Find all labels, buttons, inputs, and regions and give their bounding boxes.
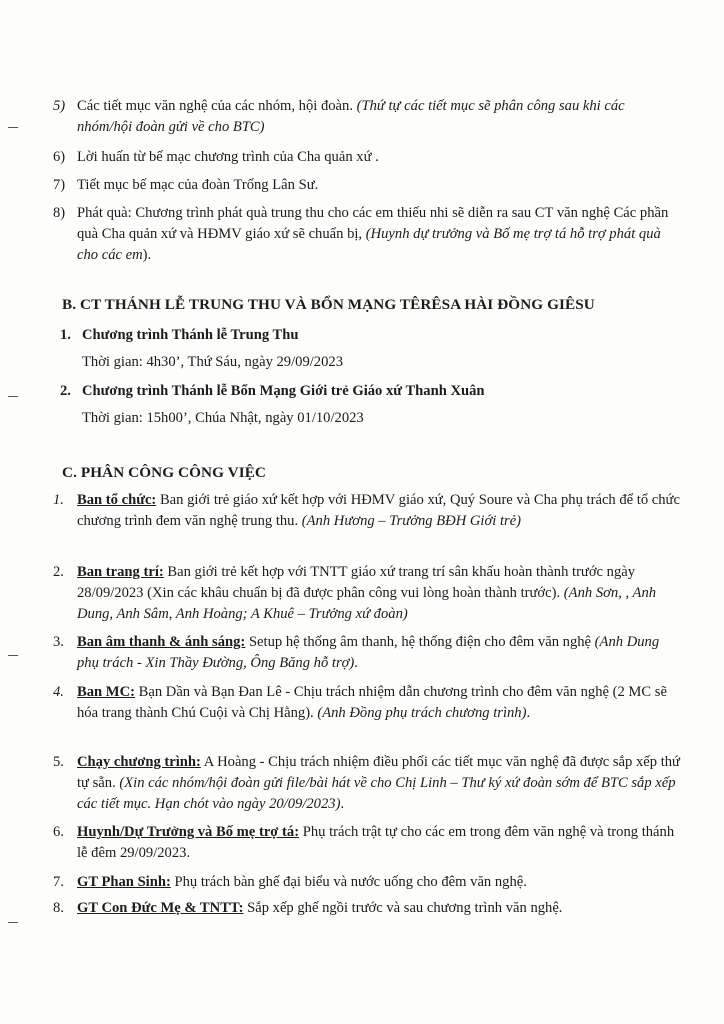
task-note: (Anh Đồng phụ trách chương trình) [317,705,527,721]
task-item-5 [53,752,683,815]
task-item-6 [53,822,683,864]
task-text: Phụ trách trật tự cho các em trong đêm văn nghệ và trong thánh lễ đêm 29/09/2023. [77,824,675,861]
task-label: Ban trang trí: [77,564,164,580]
task-item-1 [53,490,683,532]
item-text: Phát quà: Chương trình phát quà trung thu cho các em thiếu nhi sẽ diễn ra sau CT văn nghệ Các phần quà Cha quản xứ và HĐMV giáo xứ sẽ chuẩn bị, [77,205,669,242]
list-item-7 [53,175,683,196]
item-number: 2. [53,564,64,580]
task-item-7 [53,872,683,893]
item-number: 5. [53,754,64,770]
margin-mark [8,127,18,128]
margin-mark [8,655,18,656]
task-text: Sắp xếp ghế ngồi trước và sau chương trình văn nghệ. [243,900,563,916]
item-text: Tiết mục bế mạc của đoàn Trống Lân Sư. [77,177,319,193]
item-number: 2. [60,383,71,399]
margin-mark [8,396,18,397]
task-label: Huynh/Dự Trưởng và Bố mẹ trợ tá: [77,824,300,840]
item-number: 6) [53,149,66,165]
item-number: 8. [53,900,64,916]
item-number: 7) [53,177,66,193]
item-text: Lời huấn từ bế mạc chương trình của Cha quản xứ . [77,149,379,165]
list-item-8 [53,203,683,266]
task-note: (Anh Dung phụ trách - Xin Thầy Đường, Ông Băng hỗ trợ) [77,634,660,671]
item-time: Thời gian: 4h30’, Thứ Sáu, ngày 29/09/2023 [82,354,343,370]
item-number: 8) [53,205,66,221]
task-item-2 [53,562,683,625]
task-text: Phụ trách bàn ghế đại biểu và nước uống cho đêm văn nghệ. [170,874,527,890]
task-note: (Anh Sơn, , Anh Dung, Anh Sâm, Anh Hoàng; A Khuê – Trưởng xứ đoàn) [77,585,657,622]
task-note: (Anh Hương – Trưởng BĐH Giới trẻ) [301,513,522,529]
item-text: Các tiết mục văn nghệ của các nhóm, hội đoàn. [77,98,357,114]
item-title: Chương trình Thánh lễ Trung Thu [82,327,299,343]
task-tail: . [354,655,358,671]
task-label: GT Con Đức Mẹ & TNTT: [77,900,244,916]
task-label: Ban MC: [77,684,135,700]
item-number: 1. [53,492,64,508]
task-tail: . [340,796,345,812]
task-label: Chạy chương trình: [77,754,201,770]
item-title: Chương trình Thánh lễ Bổn Mạng Giới trẻ Giáo xứ Thanh Xuân [82,383,485,399]
list-item-5 [53,96,683,138]
task-tail: . [526,705,531,721]
section-c-title: C. PHÂN CÔNG CÔNG VIỆC [62,464,267,481]
item-number: 7. [53,874,64,890]
task-text: Bạn Dần và Bạn Đan Lê - Chịu trách nhiệm dẫn chương trình cho đêm văn nghệ (2 MC sẽ hóa trang thành Chú Cuội và Chị Hằng). [77,684,667,721]
item-number: 4. [53,684,64,700]
item-time: Thời gian: 15h00’, Chúa Nhật, ngày 01/10/2023 [82,410,364,426]
item-tail: ). [142,247,152,263]
task-item-8 [53,898,683,919]
task-text: Ban giới trẻ kết hợp với TNTT giáo xứ trang trí sân khấu hoàn thành trước ngày 28/09/2023 (Xin các khâu chuẩn bị đã được phân công vui lòng hoàn thành trước). [77,564,636,601]
task-text: Ban giới trẻ giáo xứ kết hợp với HĐMV giáo xứ, Quý Soure và Cha phụ trách để tổ chức chương trình đem văn nghệ trung thu. [77,492,680,529]
section-b-item-1 [60,325,680,373]
task-label: GT Phan Sinh: [77,874,171,890]
section-b-title: B. CT THÁNH LỄ TRUNG THU VÀ BỔN MẠNG TÊRÊSA HÀI ĐỒNG GIÊSU [62,296,595,313]
margin-mark [8,922,18,923]
section-b-item-2 [60,381,680,429]
task-label: Ban tổ chức: [77,492,157,508]
item-note: (Thứ tự các tiết mục sẽ phân công sau khi các nhóm/hội đoàn gửi về cho BTC) [77,98,625,135]
item-number: 6. [53,824,64,840]
task-label: Ban âm thanh & ánh sáng: [77,634,246,650]
task-note: (Xin các nhóm/hội đoàn gửi file/bài hát về cho Chị Linh – Thư ký xứ đoàn sớm để BTC sắp xếp các tiết mục. Hạn chót vào ngày 20/09/2023) [77,775,676,812]
item-number: 3. [53,634,64,650]
item-number: 1. [60,327,71,343]
task-text: Setup hệ thống âm thanh, hệ thống điện cho đêm văn nghệ [245,634,595,650]
task-text: A Hoàng - Chịu trách nhiệm điều phối các tiết mục văn nghệ đã được sắp xếp thứ tự sẵn. [77,754,680,791]
item-number: 5) [53,98,66,114]
item-note: (Huynh dự trưởng và Bố mẹ trợ tá hỗ trợ phát quà cho các em [77,226,661,263]
task-item-4 [53,682,683,724]
task-item-3 [53,632,683,674]
list-item-6 [53,147,683,168]
